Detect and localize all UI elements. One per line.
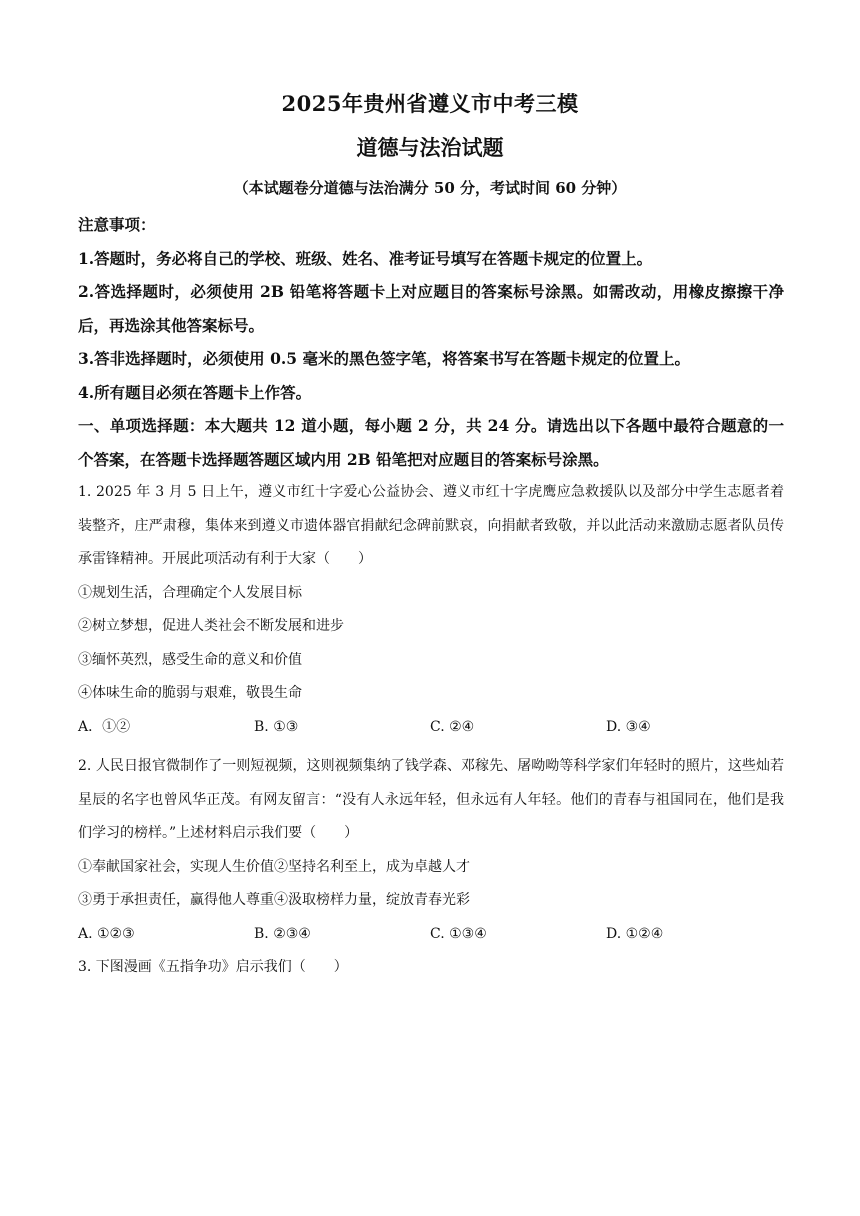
notice-heading: 注意事项： [78,215,156,234]
choice-a: A．①② [78,718,131,735]
exam-content [78,208,784,985]
statement-option: ①奉献国家社会，实现人生价值②坚持名利至上，成为卓越人才 [78,858,470,875]
notice-item-4: 4.所有题目必须在答题卡上作答。 [78,382,312,402]
question-2 [78,750,784,951]
statement-option: ①规划生活，合理确定个人发展目标 [78,584,302,601]
question-1 [78,476,784,744]
choice-b: B. ②③④ [254,925,311,942]
choice-a: A. ①②③ [78,925,135,942]
choice-c: C. ②④ [430,718,475,735]
statement-option: ②树立梦想，促进人类社会不断发展和进步 [78,618,344,634]
question-stem: 1. 2025 年 3 月 5 日上午，遵义市红十字爱心公益协会、遵义市红十字虎鹰应急救援队以及部分中学生志愿者着装整齐，庄严肃穆，集体来到遵义市遗体器官捐献纪念碑前默哀，向捐献者致敬，并以此活动来激励志愿者队员传承雷锋精神。开展此项活动有利于大家（ ） [78,484,784,567]
question-stem: 3. 下图漫画《五指争功》启示我们（ ） [78,959,348,975]
choice-b: B. ①③ [254,718,299,735]
choice-d: D. ①②④ [606,925,664,942]
answer-choices [78,711,784,745]
answer-choices [78,918,784,952]
choice-c: C. ①③④ [430,925,487,942]
choice-d: D. ③④ [606,718,651,735]
exam-note: （本试题卷分道德与法治满分 50 分，考试时间 60 分钟） [233,179,627,197]
section-1-heading: 一、单项选择题：本大题共 12 道小题，每小题 2 分，共 24 分。请选出以下各题中最符合题意的一个答案，在答题卡选择题答题区域内用 2B 铅笔把对应题目的答案标号涂黑。 [78,416,784,469]
notice-item-2: 2.答选择题时，必须使用 2B 铅笔将答题卡上对应题目的答案标号涂黑。如需改动，用橡皮擦擦干净后，再选涂其他答案标号。 [78,282,784,335]
statement-option: ③缅怀英烈，感受生命的意义和价值 [78,651,302,668]
notice-item-1: 1.答题时，务必将自己的学校、班级、姓名、准考证号填写在答题卡规定的位置上。 [78,248,653,268]
statement-option: ③勇于承担责任，赢得他人尊重④汲取榜样力量，绽放青春光彩 [78,892,470,908]
question-3 [78,951,784,985]
question-stem: 2. 人民日报官微制作了一则短视频，这则视频集纳了钱学森、邓稼先、屠呦呦等科学家们年轻时的照片，这些灿若星辰的名字也曾风华正茂。有网友留言：“没有人永远年轻，但永远有人年轻。他们的青春与祖国同在，他们是我们学习的榜样。”上述材料启示我们要（ ） [78,758,784,841]
exam-subtitle: 道德与法治试题 [356,135,504,160]
exam-title: 2025年贵州省遵义市中考三模 [281,91,579,116]
statement-option: ④体味生命的脆弱与艰难，敬畏生命 [78,685,302,701]
notice-item-3: 3.答非选择题时，必须使用 0.5 毫米的黑色签字笔，将答案书写在答题卡规定的位置上。 [78,349,690,368]
